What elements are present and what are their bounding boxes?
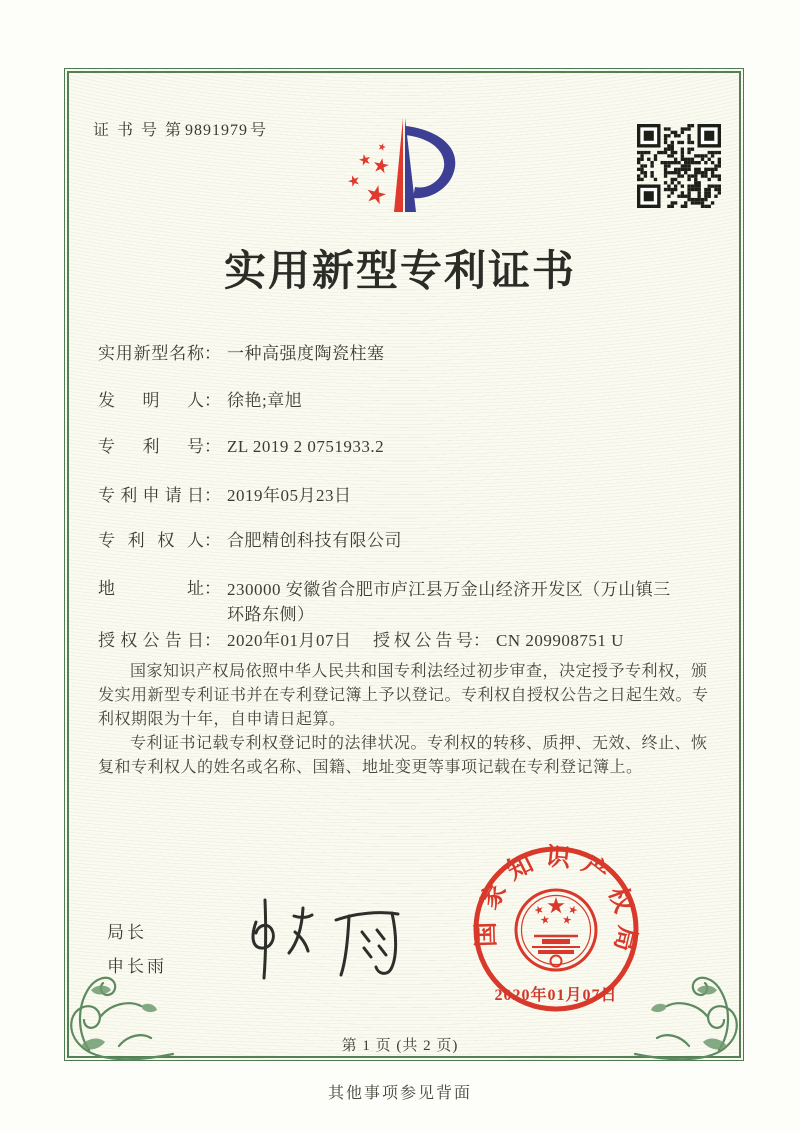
field-label: 专利申请日 [98,486,204,505]
certificate-number-suffix: 号 [250,122,269,139]
field-utility-model-name [98,342,728,365]
certificate-number-prefix: 证 书 号 第 [93,122,184,139]
legal-paragraph-1: 国家知识产权局依照中华人民共和国专利法经过初步审查，决定授予专利权，颁发实用新型专利证书并在专利登记簿上予以登记。专利权自授权公告之日起生效。专利权期限为十年，自申请日起算。 [98,663,709,728]
back-note: 其他事项参见背面 [327,1085,472,1102]
field-label: 地址 [98,579,204,598]
field-grant-publication [98,629,728,652]
field-value: 2019年05月23日 [227,486,352,505]
officer-name: 申长雨 [107,957,167,976]
field-label: 实用新型名称 [98,344,204,363]
field-value: CN 209908751 U [496,631,624,650]
field-label: 专利号 [98,437,204,456]
field-value: 一种高强度陶瓷柱塞 [227,344,385,363]
certificate-number [93,117,268,140]
field-patent-number [98,435,728,458]
colon: ： [204,391,221,410]
colon: ： [204,579,221,598]
colon: ： [204,631,221,650]
document-title: 实用新型专利证书 [223,249,576,295]
seal-date: 2020年01月07日 [494,987,618,1004]
field-label: 专利权人 [98,531,204,550]
field-filing-date [98,484,728,507]
field-value: ZL 2019 2 0751933.2 [227,437,385,456]
field-value: 合肥精创科技有限公司 [227,531,402,550]
field-label: 授权公告号 [373,631,473,650]
officer-title: 局长 [107,923,147,942]
cnipa-logo-icon [342,112,468,218]
legal-paragraph-2: 专利证书记载专利权登记时的法律状况。专利权的转移、质押、无效、终止、恢复和专利权人的姓名或名称、国籍、地址变更等事项记载在专利登记簿上。 [98,735,708,776]
page-number: 第 1 页 (共 2 页) [341,1038,459,1054]
field-value: 2020年01月07日 [227,631,352,650]
field-address [98,577,728,627]
certificate-number-value: 9891979 [185,122,249,139]
field-value: 徐艳;章旭 [227,391,303,410]
colon: ： [204,531,221,550]
colon: ： [204,344,221,363]
field-value: 230000 安徽省合肥市庐江县万金山经济开发区（万山镇三环路东侧） [227,580,671,624]
field-patentee [98,529,728,552]
field-inventor [98,389,728,412]
field-label: 授权公告日 [98,631,204,650]
qr-code [637,124,721,208]
national-emblem-icon [516,890,596,970]
seal-text: 国家知识产权局 [472,844,641,964]
legal-text [98,660,710,780]
field-grant-publication-number [373,629,624,652]
colon: ： [473,631,490,650]
colon: ： [204,437,221,456]
colon: ： [204,486,221,505]
commissioner-signature [228,890,428,985]
field-label: 发明人 [98,391,204,410]
